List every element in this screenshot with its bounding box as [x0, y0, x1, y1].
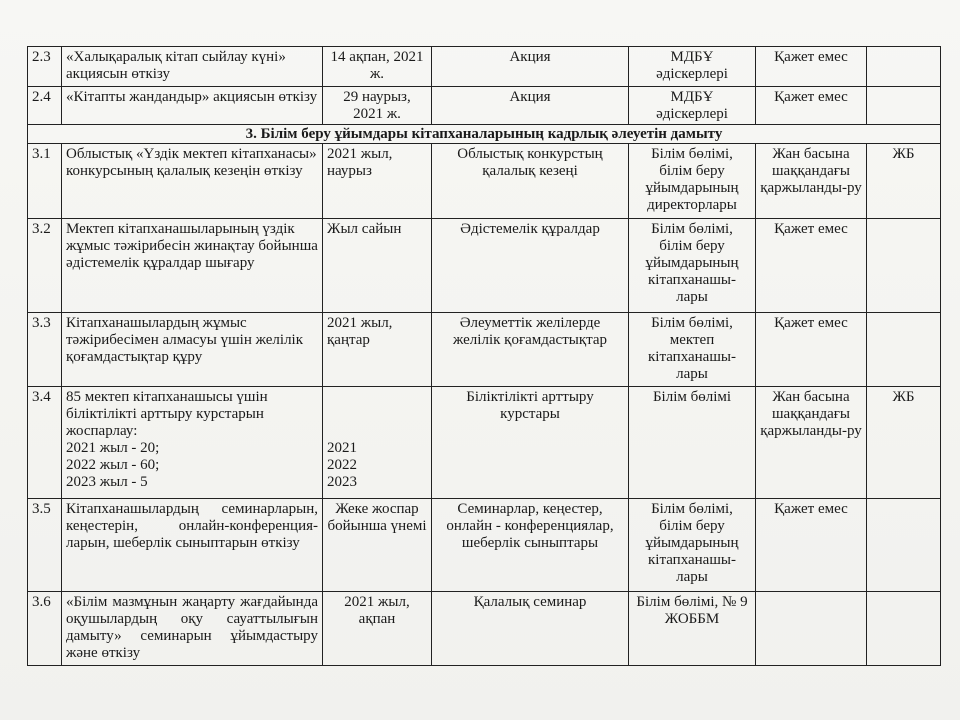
funding-cell: Қажет емес — [756, 499, 867, 592]
section-title: 3. Білім беру ұйымдары кітапханаларының кадрлық әлеуетін дамыту — [28, 125, 941, 144]
responsible-cell: Білім бөлімі, № 9 ЖОББМ — [629, 592, 756, 666]
table-row — [28, 47, 941, 87]
source-cell — [867, 47, 941, 87]
row-number: 3.1 — [28, 144, 62, 219]
event-cell: «Кітапты жандандыр» акциясын өткізу — [62, 87, 323, 125]
form-cell: Әлеуметтік желілерде желілік қоғамдастықтар — [432, 313, 629, 387]
row-number: 3.4 — [28, 387, 62, 499]
responsible-cell: Білім бөлімі, білім беру ұйымдарының кітапханашы-лары — [629, 219, 756, 313]
table-row — [28, 144, 941, 219]
date-cell: Жыл сайын — [323, 219, 432, 313]
source-cell — [867, 499, 941, 592]
responsible-cell: Білім бөлімі — [629, 387, 756, 499]
event-text: 85 мектеп кітапханашысы үшін біліктілікті арттыру курстарын жоспарлау: — [66, 389, 268, 439]
year-text: 2021 — [327, 440, 357, 456]
row-number: 3.6 — [28, 592, 62, 666]
event-cell: «Білім мазмұнын жаңарту жағдайында оқушылардың оқу сауаттылығын дамыту» семинарын ұйымдастыру және өткізу — [62, 592, 323, 666]
funding-cell: Қажет емес — [756, 87, 867, 125]
year-text: 2022 — [327, 457, 357, 473]
responsible-cell: Білім бөлімі, мектеп кітапханашы-лары — [629, 313, 756, 387]
year-text: 2023 — [327, 474, 357, 490]
table-row — [28, 499, 941, 592]
table-row — [28, 592, 941, 666]
responsible-cell: МДБҰ әдіскерлері — [629, 87, 756, 125]
source-cell — [867, 592, 941, 666]
row-number: 3.5 — [28, 499, 62, 592]
form-cell: Семинарлар, кеңестер, онлайн - конференциялар, шеберлік сыныптары — [432, 499, 629, 592]
event-cell: Кітапханашылардың семинарларын, кеңестерін, онлайн-конференция-ларын, шеберлік сыныптарын өткізу — [62, 499, 323, 592]
event-cell — [62, 387, 323, 499]
section-heading-row — [28, 125, 941, 144]
form-cell: Біліктілікті арттыру курстары — [432, 387, 629, 499]
row-number: 3.2 — [28, 219, 62, 313]
event-cell: Мектеп кітапханашыларының үздік жұмыс тәжірибесін жинақтау бойынша әдістемелік құралдар шығару — [62, 219, 323, 313]
form-cell: Акция — [432, 87, 629, 125]
event-text: 2021 жыл - 20; — [66, 440, 160, 456]
responsible-cell: Білім бөлімі, білім беру ұйымдарының кітапханашы-лары — [629, 499, 756, 592]
event-cell: Кітапханашылардың жұмыс тәжірибесімен алмасуы үшін желілік қоғамдастықтар құру — [62, 313, 323, 387]
plan-table — [27, 46, 941, 666]
funding-cell: Жан басына шаққандағы қаржыланды-ру — [756, 144, 867, 219]
funding-cell: Қажет емес — [756, 313, 867, 387]
date-cell: 2021 жыл, наурыз — [323, 144, 432, 219]
source-cell — [867, 87, 941, 125]
date-cell — [323, 387, 432, 499]
table-row — [28, 219, 941, 313]
responsible-cell: МДБҰ әдіскерлері — [629, 47, 756, 87]
row-number: 2.4 — [28, 87, 62, 125]
date-cell: 2021 жыл, қаңтар — [323, 313, 432, 387]
source-cell: ЖБ — [867, 144, 941, 219]
funding-cell: Қажет емес — [756, 219, 867, 313]
date-cell: Жеке жоспар бойынша үнемі — [323, 499, 432, 592]
table-row — [28, 87, 941, 125]
source-cell: ЖБ — [867, 387, 941, 499]
form-cell: Әдістемелік құралдар — [432, 219, 629, 313]
funding-cell: Жан басына шаққандағы қаржыланды-ру — [756, 387, 867, 499]
row-number: 2.3 — [28, 47, 62, 87]
event-text: 2023 жыл - 5 — [66, 474, 148, 490]
event-cell: «Халықаралық кітап сыйлау күні» акциясын өткізу — [62, 47, 323, 87]
source-cell — [867, 313, 941, 387]
date-cell: 29 наурыз, 2021 ж. — [323, 87, 432, 125]
date-cell: 14 ақпан, 2021 ж. — [323, 47, 432, 87]
source-cell — [867, 219, 941, 313]
event-cell: Облыстық «Үздік мектеп кітапханасы» конкурсының қалалық кезеңін өткізу — [62, 144, 323, 219]
table-row — [28, 313, 941, 387]
row-number: 3.3 — [28, 313, 62, 387]
funding-cell — [756, 592, 867, 666]
form-cell: Акция — [432, 47, 629, 87]
funding-cell: Қажет емес — [756, 47, 867, 87]
responsible-cell: Білім бөлімі, білім беру ұйымдарының директорлары — [629, 144, 756, 219]
date-cell: 2021 жыл, ақпан — [323, 592, 432, 666]
form-cell: Облыстық конкурстың қалалық кезеңі — [432, 144, 629, 219]
event-text: 2022 жыл - 60; — [66, 457, 160, 473]
table-row — [28, 387, 941, 499]
form-cell: Қалалық семинар — [432, 592, 629, 666]
